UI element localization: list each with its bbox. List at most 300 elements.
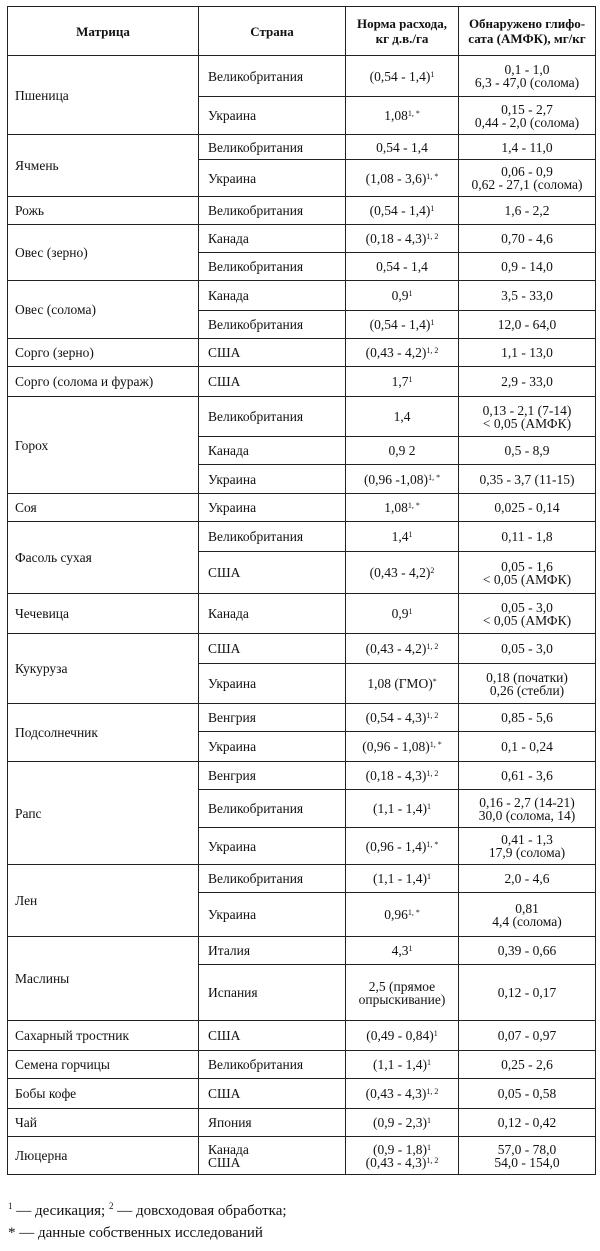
found-line: 2,0 - 4,6 [504, 871, 550, 886]
header-matrix: Матрица [8, 7, 199, 56]
rate-value: (0,96 - 1,08) [362, 739, 430, 754]
found-line: 0,5 - 8,9 [504, 443, 550, 458]
rate-footnote-mark: 1 [408, 944, 413, 953]
country-cell [199, 865, 346, 893]
found-cell [459, 494, 596, 522]
rate-cell [346, 732, 459, 762]
rate-line [350, 1087, 454, 1100]
matrix-cell: Сорго (солома и фураж) [8, 367, 199, 397]
country-line: Украина [208, 170, 257, 186]
table-row [8, 704, 596, 732]
country-cell [199, 1137, 346, 1175]
header-rate: Норма расхода, кг д.в./га [346, 7, 459, 56]
table-row [8, 197, 596, 225]
table-row [8, 634, 596, 664]
rate-footnote-mark: 2 [430, 566, 435, 575]
rate-value: (1,08 - 3,6) [365, 170, 427, 186]
found-cell [459, 197, 596, 225]
rate-value: (0,9 - 2,3) [373, 1115, 427, 1130]
country-line: США [208, 1154, 241, 1170]
country-line: Украина [208, 471, 257, 487]
country-cell [199, 339, 346, 367]
footnote-2-mark: 2 [108, 1201, 114, 1211]
country-cell [199, 893, 346, 937]
rate-value: (0,54 - 1,4) [369, 203, 431, 218]
rate-cell [346, 367, 459, 397]
rate-footnote-mark: 1, 2 [426, 346, 439, 355]
rate-cell [346, 828, 459, 865]
rate-value: (0,49 - 0,84) [366, 1028, 434, 1043]
rate-footnote-mark: 1, 2 [426, 711, 439, 720]
rate-value: (0,96 -1,08) [363, 471, 429, 487]
country-cell [199, 552, 346, 594]
found-cell [459, 1051, 596, 1079]
country-line: США [208, 1028, 241, 1043]
rate-line [350, 740, 454, 753]
table-row [8, 135, 596, 160]
rate-line [350, 444, 454, 457]
rate-value: (0,18 - 4,3) [365, 768, 427, 783]
matrix-cell: Бобы кофе [8, 1079, 199, 1109]
footnote-line-1 [8, 1200, 287, 1222]
rate-footnote-mark: 1, * [429, 740, 442, 749]
found-cell [459, 1109, 596, 1137]
found-cell [459, 465, 596, 494]
rate-footnote-mark: 1 [408, 607, 413, 616]
rate-footnote-mark: 1 [427, 802, 431, 811]
found-cell [459, 56, 596, 97]
rate-value: (0,43 - 4,2) [365, 345, 427, 360]
table-row [8, 522, 596, 552]
rate-value: (0,43 - 4,3) [365, 1086, 427, 1101]
found-line: 1,4 - 11,0 [501, 139, 553, 155]
found-line: 0,44 - 2,0 (солома) [474, 114, 580, 130]
matrix-cell: Сорго (зерно) [8, 339, 199, 367]
matrix-cell: Семена горчицы [8, 1051, 199, 1079]
rate-value: 1,7 [391, 374, 409, 389]
rate-line [350, 1058, 454, 1071]
rate-cell [346, 790, 459, 828]
country-cell [199, 594, 346, 634]
found-cell [459, 135, 596, 160]
found-cell [459, 225, 596, 253]
rate-cell [346, 56, 459, 97]
country-cell [199, 197, 346, 225]
found-line: 0,05 - 3,0 [501, 599, 553, 615]
country-cell [199, 762, 346, 790]
rate-value: 2,5 (прямое опрыскивание) [358, 978, 446, 1007]
table-row [8, 1051, 596, 1079]
country-line: Великобритания [208, 871, 304, 886]
found-line: 0,1 - 0,24 [501, 739, 553, 754]
found-cell [459, 893, 596, 937]
rate-footnote-mark: 1, 2 [426, 1087, 439, 1096]
rate-footnote-mark: 1 [433, 1029, 438, 1038]
country-line: Великобритания [208, 409, 304, 424]
country-cell [199, 1079, 346, 1109]
rate-value: 0,54 - 1,4 [376, 139, 428, 155]
country-line: Великобритания [208, 203, 304, 218]
country-line: Украина [208, 500, 257, 515]
rate-line [350, 318, 454, 331]
table-row [8, 1137, 596, 1175]
country-cell [199, 634, 346, 664]
country-line: Канада [208, 443, 249, 458]
found-cell [459, 552, 596, 594]
rate-line [350, 840, 454, 853]
country-line: Украина [208, 676, 257, 691]
table-row [8, 937, 596, 965]
found-cell [459, 367, 596, 397]
country-line: Испания [208, 985, 258, 1000]
rate-line [350, 172, 454, 185]
country-cell [199, 732, 346, 762]
found-line: 0,15 - 2,7 [501, 101, 553, 117]
found-line: 1,1 - 13,0 [501, 345, 553, 360]
footnotes [8, 1200, 287, 1244]
rate-cell [346, 704, 459, 732]
table-row [8, 494, 596, 522]
country-cell [199, 1021, 346, 1051]
found-line: 0,70 - 4,6 [501, 231, 553, 246]
country-cell [199, 1109, 346, 1137]
glyphosate-table [7, 6, 596, 1175]
country-line: Великобритания [208, 1057, 304, 1072]
found-cell [459, 937, 596, 965]
found-cell [459, 594, 596, 634]
found-line: 30,0 (солома, 14) [478, 807, 576, 823]
found-line: 0,16 - 2,7 (14-21) [479, 794, 575, 810]
rate-value: 0,9 2 [388, 443, 416, 458]
country-cell [199, 522, 346, 552]
country-line: Украина [208, 108, 257, 123]
matrix-cell: Овес (солома) [8, 281, 199, 339]
found-cell [459, 339, 596, 367]
rate-value: 1,08 (ГМО) [367, 676, 433, 691]
country-line: Великобритания [208, 317, 304, 332]
found-line: 4,4 (солома) [492, 913, 562, 929]
country-cell [199, 367, 346, 397]
matrix-cell: Чай [8, 1109, 199, 1137]
table-row [8, 594, 596, 634]
found-line: 0,81 [515, 900, 539, 916]
table-row [8, 1109, 596, 1137]
matrix-cell: Фасоль сухая [8, 522, 199, 594]
found-cell [459, 828, 596, 865]
country-cell [199, 965, 346, 1021]
country-cell [199, 135, 346, 160]
rate-line [350, 530, 454, 543]
rate-footnote-mark: 1 [430, 318, 435, 327]
country-line: Украина [208, 739, 257, 754]
found-line: 0,41 - 1,3 [501, 832, 553, 847]
table-container [7, 6, 595, 1175]
matrix-cell: Ячмень [8, 135, 199, 197]
country-line: Украина [208, 907, 257, 922]
rate-cell [346, 937, 459, 965]
rate-value: (0,43 - 4,2) [365, 641, 427, 656]
matrix-cell: Маслины [8, 937, 199, 1021]
footnote-1-mark: 1 [8, 1201, 13, 1211]
rate-footnote-mark: 1 [408, 289, 413, 298]
rate-value: 4,3 [391, 943, 409, 958]
rate-line [350, 410, 454, 423]
rate-cell [346, 1137, 459, 1175]
table-row [8, 397, 596, 437]
country-line: Канада [208, 288, 249, 303]
rate-value: (0,43 - 4,2) [369, 565, 431, 580]
rate-cell [346, 97, 459, 135]
country-cell [199, 790, 346, 828]
found-cell [459, 762, 596, 790]
rate-cell [346, 893, 459, 937]
rate-line [350, 473, 454, 486]
table-row [8, 339, 596, 367]
rate-line [350, 980, 454, 1006]
found-cell [459, 664, 596, 704]
found-cell [459, 1137, 596, 1175]
rate-footnote-mark: 1 [427, 1116, 431, 1125]
found-cell [459, 281, 596, 311]
rate-footnote-mark: 1, * [407, 109, 420, 118]
rate-cell [346, 311, 459, 339]
rate-line [350, 141, 454, 154]
found-line: 0,1 - 1,0 [504, 62, 550, 77]
matrix-cell: Подсолнечник [8, 704, 199, 762]
rate-value: (0,9 - 1,8) [373, 1141, 427, 1157]
found-cell [459, 437, 596, 465]
found-line: 3,5 - 33,0 [501, 288, 553, 303]
rate-cell [346, 664, 459, 704]
country-cell [199, 494, 346, 522]
rate-value: 1,4 [391, 529, 409, 544]
found-line: 0,18 (початки) [486, 669, 568, 685]
rate-footnote-mark: * [432, 677, 437, 686]
country-line: США [208, 374, 241, 389]
matrix-cell: Рожь [8, 197, 199, 225]
country-line: Венгрия [208, 710, 256, 725]
footnote-1-text: — десикация; [12, 1203, 109, 1219]
rate-cell [346, 465, 459, 494]
rate-footnote-mark: 1, * [407, 908, 420, 917]
rate-value: (0,43 - 4,3) [365, 1154, 427, 1170]
rate-footnote-mark: 1, * [426, 839, 439, 849]
rate-cell [346, 865, 459, 893]
found-cell [459, 965, 596, 1021]
rate-line [350, 346, 454, 359]
rate-line [350, 70, 454, 83]
country-cell [199, 253, 346, 281]
found-line: 54,0 - 154,0 [494, 1154, 560, 1170]
matrix-cell: Пшеница [8, 56, 199, 135]
found-cell [459, 1079, 596, 1109]
rate-value: 0,9 [391, 606, 409, 621]
rate-cell [346, 1079, 459, 1109]
rate-cell [346, 339, 459, 367]
found-cell [459, 790, 596, 828]
rate-line [350, 1116, 454, 1129]
table-row [8, 225, 596, 253]
rate-footnote-mark: 1 [430, 69, 435, 79]
rate-cell [346, 594, 459, 634]
rate-cell [346, 522, 459, 552]
rate-line [350, 260, 454, 273]
found-line: 0,05 - 3,0 [501, 641, 553, 656]
country-line: Канада [208, 606, 249, 621]
rate-line [350, 642, 454, 655]
matrix-cell: Кукуруза [8, 634, 199, 704]
found-line: 2,9 - 33,0 [501, 374, 553, 389]
found-line: 0,12 - 0,17 [497, 985, 557, 1000]
rate-footnote-mark: 1 [427, 1142, 431, 1152]
rate-value: (1,1 - 1,4) [373, 801, 427, 816]
found-line: 0,13 - 2,1 (7-14) [482, 402, 572, 418]
rate-value: 1,08 [384, 108, 408, 123]
table-row [8, 1079, 596, 1109]
country-line: Япония [208, 1115, 252, 1130]
rate-footnote-mark: 1, 2 [426, 769, 439, 778]
table-row [8, 56, 596, 97]
found-line: 0,06 - 0,9 [501, 164, 553, 179]
country-line: Канада [208, 1141, 249, 1157]
rate-line [350, 769, 454, 782]
rate-cell [346, 197, 459, 225]
rate-value: 1,08 [384, 500, 408, 515]
rate-footnote-mark: 1, * [407, 501, 420, 510]
rate-footnote-mark: 1, 2 [426, 642, 439, 651]
found-line: < 0,05 (АМФК) [482, 415, 572, 431]
country-cell [199, 937, 346, 965]
found-cell [459, 732, 596, 762]
rate-footnote-mark: 1 [408, 530, 413, 539]
rate-cell [346, 494, 459, 522]
found-cell [459, 1021, 596, 1051]
found-line: 0,26 (стебли) [489, 682, 565, 698]
found-line: < 0,05 (АМФК) [482, 571, 572, 587]
rate-value: (1,1 - 1,4) [373, 871, 427, 886]
rate-footnote-mark: 1, 2 [426, 1155, 439, 1165]
rate-footnote-mark: 1, * [426, 171, 439, 181]
country-cell [199, 664, 346, 704]
found-line: 0,25 - 2,6 [501, 1057, 553, 1072]
rate-cell [346, 281, 459, 311]
rate-footnote-mark: 1 [408, 375, 413, 384]
country-line: США [208, 565, 241, 580]
matrix-cell: Рапс [8, 762, 199, 865]
found-cell [459, 704, 596, 732]
found-line: 6,3 - 47,0 (солома) [474, 75, 580, 90]
rate-cell [346, 965, 459, 1021]
country-cell [199, 281, 346, 311]
rate-line [350, 677, 454, 690]
rate-cell [346, 437, 459, 465]
matrix-cell: Чечевица [8, 594, 199, 634]
table-row [8, 865, 596, 893]
header-country: Страна [199, 7, 346, 56]
rate-footnote-mark: 1, 2 [426, 232, 439, 241]
found-line: 0,05 - 0,58 [497, 1086, 557, 1101]
found-line: 0,85 - 5,6 [501, 710, 553, 725]
country-line: Венгрия [208, 768, 256, 783]
found-line: 0,9 - 14,0 [501, 259, 553, 274]
matrix-cell: Соя [8, 494, 199, 522]
rate-line [350, 802, 454, 815]
country-line: Великобритания [208, 801, 304, 816]
rate-value: (1,1 - 1,4) [373, 1057, 427, 1072]
country-line: США [208, 641, 241, 656]
found-cell [459, 865, 596, 893]
country-line: Великобритания [208, 529, 304, 544]
rate-cell [346, 1021, 459, 1051]
table-row [8, 1021, 596, 1051]
footnote-star: * — данные собственных исследований [8, 1225, 263, 1241]
table-row [8, 281, 596, 311]
matrix-cell: Овес (зерно) [8, 225, 199, 281]
country-line: Великобритания [208, 259, 304, 274]
country-line: Украина [208, 838, 257, 854]
country-cell [199, 465, 346, 494]
found-line: 0,35 - 3,7 (11-15) [479, 471, 575, 487]
country-line: США [208, 1086, 241, 1101]
matrix-cell: Лен [8, 865, 199, 937]
rate-line [350, 289, 454, 302]
country-line: Великобритания [208, 139, 304, 155]
rate-footnote-mark: 1 [427, 1058, 431, 1067]
found-line: 17,9 (солома) [488, 845, 566, 860]
rate-line [350, 375, 454, 388]
rate-value: 0,54 - 1,4 [376, 259, 428, 274]
country-cell [199, 225, 346, 253]
rate-value: (0,54 - 1,4) [369, 68, 431, 84]
rate-value: 0,96 [384, 907, 408, 922]
header-row [8, 7, 596, 56]
country-line: Канада [208, 231, 249, 246]
rate-line [350, 204, 454, 217]
table-body [8, 56, 596, 1175]
rate-line [350, 1156, 454, 1169]
country-cell [199, 311, 346, 339]
rate-cell [346, 1051, 459, 1079]
rate-line [350, 109, 454, 122]
found-cell [459, 160, 596, 197]
rate-value: 1,4 [393, 409, 411, 424]
rate-cell [346, 552, 459, 594]
found-cell [459, 97, 596, 135]
rate-line [350, 711, 454, 724]
rate-value: (0,54 - 1,4) [369, 317, 431, 332]
country-line: Италия [208, 943, 251, 958]
rate-value: (0,96 - 1,4) [365, 838, 427, 854]
found-cell [459, 311, 596, 339]
rate-line [350, 232, 454, 245]
found-cell [459, 522, 596, 552]
found-cell [459, 253, 596, 281]
rate-footnote-mark: 1 [430, 204, 435, 213]
rate-line [350, 607, 454, 620]
rate-value: (0,18 - 4,3) [365, 231, 427, 246]
rate-line [350, 944, 454, 957]
rate-cell [346, 160, 459, 197]
rate-cell [346, 135, 459, 160]
header-found: Обнаружено глифо-сата (АМФК), мг/кг [459, 7, 596, 56]
country-cell [199, 1051, 346, 1079]
found-cell [459, 634, 596, 664]
rate-line [350, 1029, 454, 1042]
found-line: 1,6 - 2,2 [504, 203, 550, 218]
found-line: 0,05 - 1,6 [501, 558, 553, 574]
rate-cell [346, 225, 459, 253]
table-row [8, 367, 596, 397]
